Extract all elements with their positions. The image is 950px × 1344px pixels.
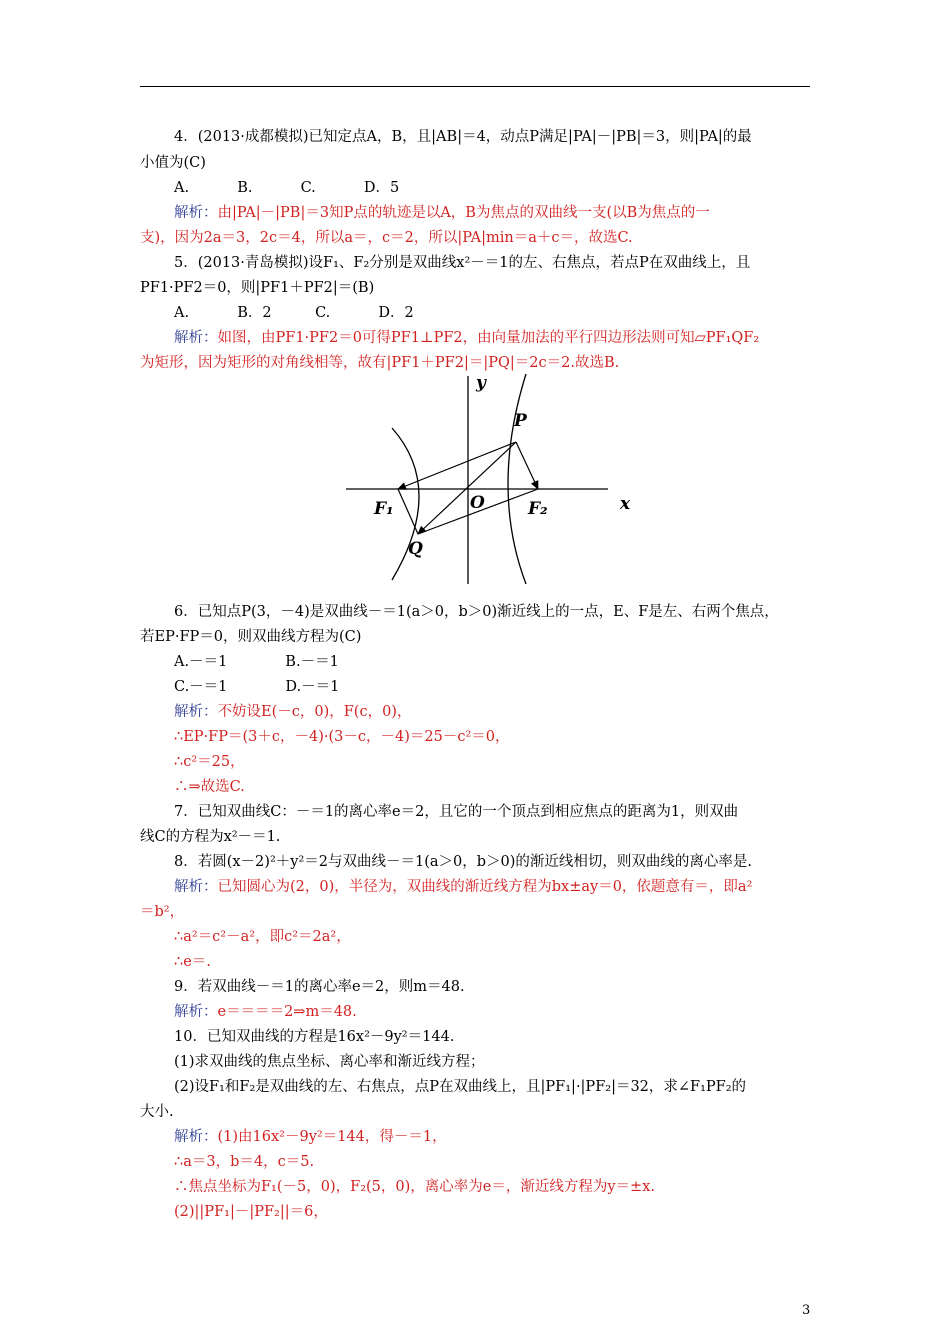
q6-solution-line4: ∴⇒故选C. — [174, 779, 245, 795]
q4-solution-line1: 解析：由|PA|－|PB|＝3知P点的轨迹是以A，B为焦点的双曲线一支(以B为焦点的一 — [174, 205, 710, 221]
q5-line2: PF1·PF2＝0，则|PF1＋PF2|＝(B) — [140, 280, 375, 296]
right-branch — [508, 374, 526, 584]
hyperbola-figure — [338, 366, 638, 592]
q6-line1: 6．已知点P(3，－4)是双曲线－＝1(a＞0，b＞0)渐近线上的一点，E、F是左、右两个焦点， — [174, 604, 779, 620]
segment-f1q — [398, 489, 418, 534]
q6-solution-line1: 解析：不妨设E(－c，0)，F(c，0)， — [174, 704, 412, 720]
header-rule — [140, 86, 810, 87]
vector-pf2 — [516, 442, 538, 489]
vector-pq — [418, 442, 516, 534]
q4-line2: 小值为(C) — [140, 155, 206, 171]
label-y: y — [476, 373, 486, 393]
q9-line1: 9．若双曲线－＝1的离心率e＝2，则m＝48. — [174, 979, 465, 995]
q6-options-cd: C.－＝1 D.－＝1 — [174, 679, 340, 695]
q8-solution-line1: 解析：已知圆心为(2，0)，半径为，双曲线的渐近线方程为bx±ay＝0，依题意有＝，即a² — [174, 879, 753, 895]
label-p: P — [514, 411, 527, 431]
label-x: x — [620, 494, 631, 514]
q6-solution-line2: ∴EP·FP＝(3＋c，－4)·(3－c，－4)＝25－c²＝0， — [174, 729, 510, 745]
q10-solution-line4: (2)||PF₁|－|PF₂||＝6， — [174, 1204, 328, 1220]
q10-solution-line2: ∴a＝3，b＝4，c＝5. — [174, 1154, 315, 1170]
q5-solution-line2: 为矩形，因为矩形的对角线相等，故有|PF1＋PF2|＝|PQ|＝2c＝2.故选B. — [140, 355, 620, 371]
q5-line1: 5．(2013·青岛模拟)设F₁、F₂分别是双曲线x²－＝1的左、右焦点，若点P在双曲线上，且 — [174, 255, 751, 271]
label-f1: F₁ — [374, 499, 394, 519]
q10-line1: 10．已知双曲线的方程是16x²－9y²＝144. — [174, 1029, 455, 1045]
q8-solution-line2: ＝b²， — [140, 904, 185, 920]
q4-line1: 4．(2013·成都模拟)已知定点A，B，且|AB|＝4，动点P满足|PA|－|PB|＝3，则|PA|的最 — [174, 129, 752, 145]
q6-line2: 若EP·FP＝0，则双曲线方程为(C) — [140, 629, 362, 645]
q6-options-ab: A.－＝1 B.－＝1 — [174, 654, 339, 670]
q9-solution: 解析：e＝＝＝＝2⇒m＝48. — [174, 1004, 357, 1020]
q5-options: A. B．2 C. D．2 — [174, 305, 414, 321]
label-f2: F₂ — [528, 499, 548, 519]
q10-part2-line1: (2)设F₁和F₂是双曲线的左、右焦点，点P在双曲线上，且|PF₁|·|PF₂|＝32，求∠F₁PF₂的 — [174, 1079, 747, 1095]
label-q: Q — [408, 539, 423, 559]
vector-pf1 — [398, 442, 516, 489]
q4-options: A. B. C. D．5 — [174, 180, 400, 196]
q4-solution-line2: 支)，因为2a＝3，2c＝4，所以a＝，c＝2，所以|PA|min＝a＋c＝，故选C. — [140, 230, 633, 246]
q7-line1: 7．已知双曲线C：－＝1的离心率e＝2，且它的一个顶点到相应焦点的距离为1，则双曲 — [174, 804, 739, 820]
q5-solution-line1: 解析：如图，由PF1·PF2＝0可得PF1⊥PF2，由向量加法的平行四边形法则可知▱PF₁QF₂ — [174, 330, 760, 346]
q10-solution-line3: ∴焦点坐标为F₁(－5，0)，F₂(5，0)，离心率为e＝，渐近线方程为y＝±x. — [174, 1179, 655, 1195]
q8-line1: 8．若圆(x－2)²＋y²＝2与双曲线－＝1(a＞0，b＞0)的渐近线相切，则双曲线的离心率是. — [174, 854, 753, 870]
label-o: O — [470, 493, 485, 513]
q8-solution-line4: ∴e＝. — [174, 954, 211, 970]
q10-part2-line2: 大小. — [140, 1104, 174, 1120]
page-number: 3 — [802, 1303, 811, 1318]
q7-line2: 线C的方程为x²－＝1. — [140, 829, 281, 845]
q10-part1: (1)求双曲线的焦点坐标、离心率和渐近线方程； — [174, 1054, 485, 1070]
q6-solution-line3: ∴c²＝25， — [174, 754, 245, 770]
q10-solution-line1: 解析：(1)由16x²－9y²＝144，得－＝1， — [174, 1129, 447, 1145]
q8-solution-line3: ∴a²＝c²－a²，即c²＝2a²， — [174, 929, 351, 945]
